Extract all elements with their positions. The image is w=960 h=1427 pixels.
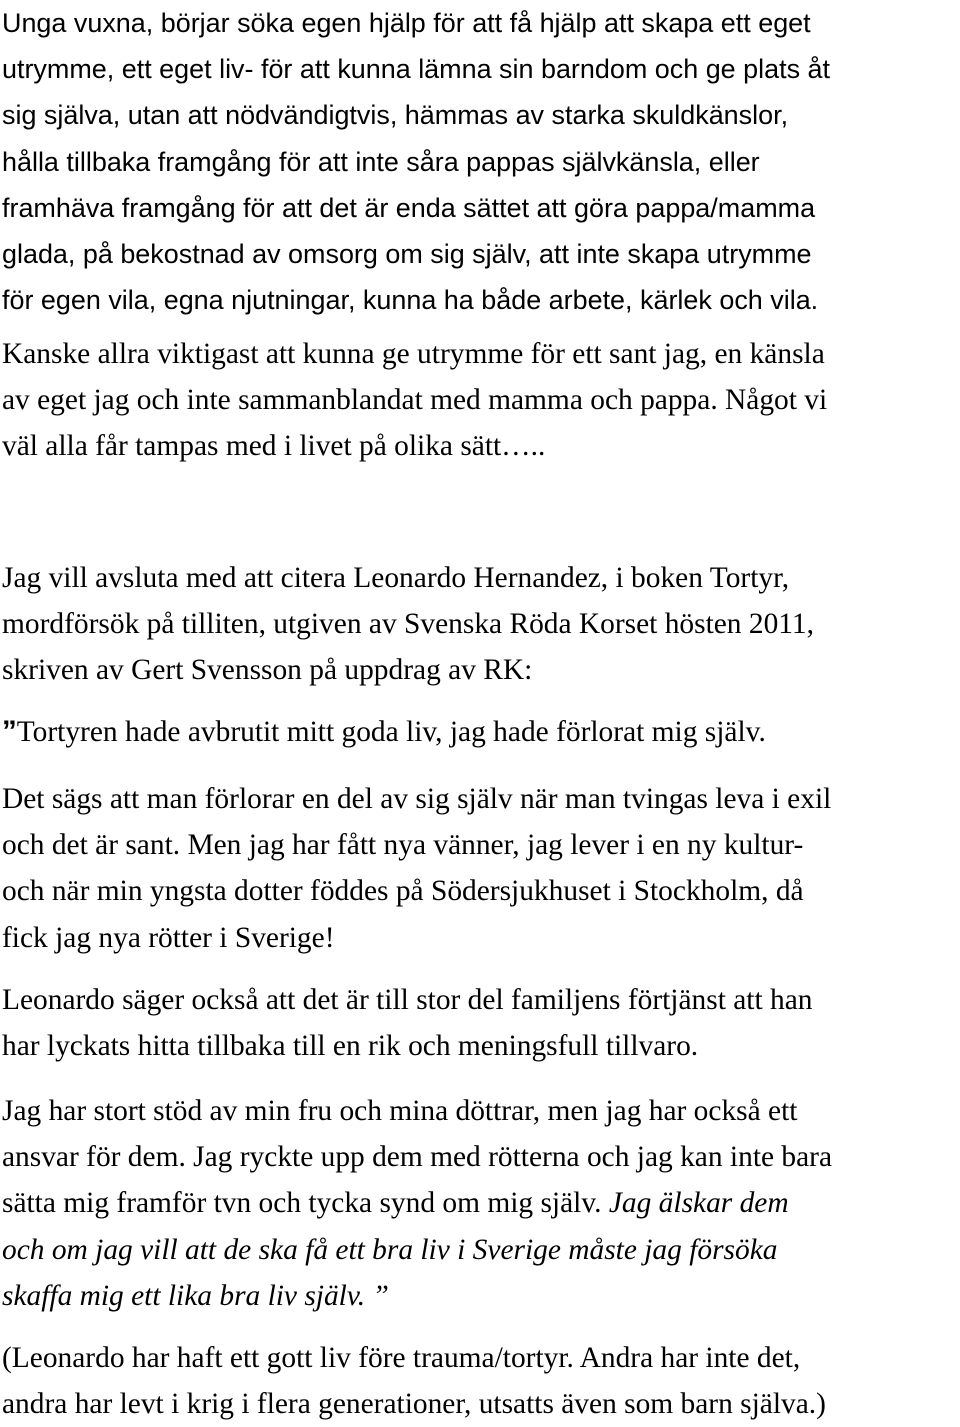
text-line: Kanske allra viktigast att kunna ge utrymme för ett sant jag, en känsla [2,338,825,370]
text-line: glada, på bekostnad av omsorg om sig själv, att inte skapa utrymme [2,239,812,270]
text-line: väl alla får tampas med i livet på olika sätt….. [2,430,546,463]
paragraph-closing-note [2,1335,960,1427]
text-line: framhäva framgång för att det är enda sättet att göra pappa/mamma [2,192,816,223]
paragraph-true-self [2,331,960,470]
text-line: Leonardo säger också att det är till stor del familjens förtjänst att han [2,984,813,1016]
paragraph-support [2,1088,960,1319]
text-line: skriven av Gert Svensson på uppdrag av RK: [2,654,533,687]
text-line: Jag har stort stöd av min fru och mina döttrar, men jag har också ett [2,1095,798,1127]
paragraph-citation-intro [2,555,960,694]
quote-mark: ” [2,715,17,748]
text-line [2,1180,960,1226]
text-line: utrymme, ett eget liv- för att kunna lämna sin barndom och ge plats åt [2,54,830,85]
text-line: och det är sant. Men jag har fått nya vänner, jag lever i en ny kultur- [2,829,804,862]
text-line: har lyckats hitta tillbaka till en rik och meningsfull tillvaro. [2,1030,699,1063]
text-italic-segment: Jag älskar dem [608,1187,789,1220]
text-line: fick jag nya rötter i Sverige! [2,921,335,954]
text-line-italic: skaffa mig ett lika bra liv själv. ” [2,1279,389,1312]
text-line [2,709,960,755]
paragraph-intro [2,0,960,323]
text-plain-segment: sätta mig framför tvn och tycka synd om mig själv. [2,1187,609,1220]
text-line: mordförsök på tilliten, utgiven av Svenska Röda Korset hösten 2011, [2,608,814,641]
quote-line [2,709,960,755]
paragraph-family-merit [2,977,960,1069]
text-line: Det sägs att man förlorar en del av sig själv när man tvingas leva i exil [2,783,832,815]
text-line: Unga vuxna, börjar söka egen hjälp för att få hjälp att skapa ett eget [2,8,811,38]
text-line: och när min yngsta dotter föddes på Södersjukhuset i Stockholm, då [2,875,804,908]
text-line: Jag vill avsluta med att citera Leonardo Hernandez, i boken Tortyr, [2,562,790,594]
text-line: för egen vila, egna njutningar, kunna ha både arbete, kärlek och vila. [2,285,819,316]
text-line-italic: och om jag vill att de ska få ett bra liv i Sverige måste jag försöka [2,1233,778,1266]
text-line: av eget jag och inte sammanblandat med mamma och pappa. Något vi [2,384,828,417]
text-line: (Leonardo har haft ett gott liv före trauma/tortyr. Andra har inte det, [2,1342,801,1374]
text-line: andra har levt i krig i flera generationer, utsatts även som barn själva.) [2,1388,826,1421]
quote-text: Tortyren hade avbrutit mitt goda liv, jag hade förlorat mig själv. [16,716,766,748]
paragraph-exile [2,776,960,961]
text-line: sig själva, utan att nödvändigtvis, hämmas av starka skuldkänslor, [2,100,789,131]
text-line: ansvar för dem. Jag ryckte upp dem med rötterna och jag kan inte bara [2,1141,833,1174]
text-line: hålla tillbaka framgång för att inte såra pappas självkänsla, eller [2,146,760,177]
